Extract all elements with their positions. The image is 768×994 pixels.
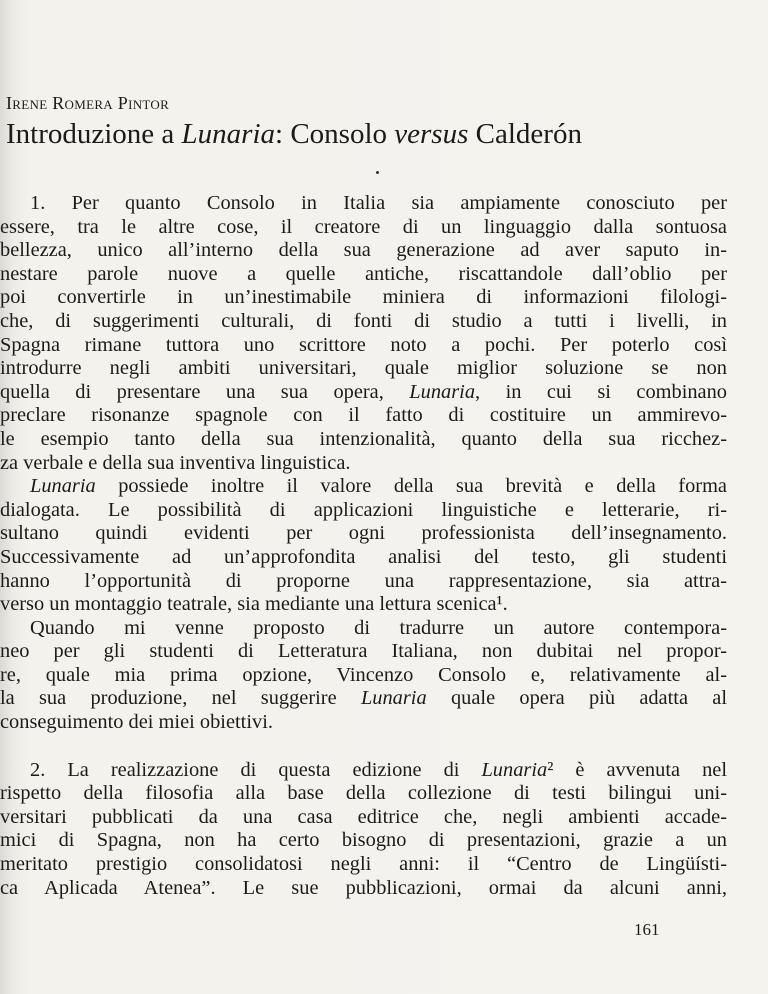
paragraph-line: mici di Spagna, non ha certo bisogno di presentazioni, grazie a un [0, 829, 727, 852]
paragraph-line: poi convertirle in un’inestimabile miniera di informazioni filologi- [0, 286, 727, 309]
paragraph-line: versitari pubblicati da una casa editrice che, negli ambienti accade- [0, 805, 727, 828]
page-number: 161 [634, 920, 660, 939]
paragraph-line: neo per gli studenti di Letteratura Italiana, non dubitai nel propor- [0, 640, 727, 663]
paragraph-line: introdurre negli ambiti universitari, quale miglior soluzione se non [0, 357, 727, 380]
paragraph-line: nestare parole nuove a quelle antiche, riscattandole dall’oblio per [0, 262, 727, 285]
print-speck [376, 171, 379, 174]
paragraph-line: quella di presentare una sua opera, Lunaria, in cui si combinano [0, 380, 727, 403]
paragraph-line: la sua produzione, nel suggerire Lunaria quale opera più adatta al [0, 687, 727, 710]
paragraph-line: meritato prestigio consolidatosi negli anni: il “Centro de Lingüísti- [0, 853, 727, 876]
paragraph-line: preclare risonanze spagnole con il fatto di costituire un ammirevo- [0, 404, 727, 427]
paragraph-line: ca Aplicada Atenea”. Le sue pubblicazioni, ormai da alcuni anni, [0, 876, 727, 899]
title-italic-lunaria: Lunaria [181, 118, 276, 150]
title-italic-versus: versus [394, 118, 469, 150]
body-text [0, 192, 727, 900]
title-part: Introduzione a [6, 118, 182, 150]
title-part: : Consolo [275, 118, 395, 150]
section-gap [0, 735, 727, 759]
paragraph-line: Spagna rimane tuttora uno scrittore noto a pochi. Per poterlo così [0, 333, 727, 356]
paragraph-line: 1. Per quanto Consolo in Italia sia ampiamente conosciuto per [30, 192, 727, 214]
paragraph-line: hanno l’opportunità di proporne una rappresentazione, sia attra- [0, 569, 727, 592]
paragraph-line: Successivamente ad un’approfondita analisi del testo, gli studenti [0, 545, 727, 568]
paragraph-line: 2. La realizzazione di questa edizione di Lunaria² è avvenuta nel [30, 758, 727, 781]
paragraph-line: rispetto della filosofia alla base della collezione di testi bilingui uni- [0, 782, 727, 805]
paragraph-line: Lunaria possiede inoltre il valore della sua brevità e della forma [30, 475, 727, 498]
paragraph-line: bellezza, unico all’interno della sua generazione ad aver saputo in- [0, 239, 727, 262]
paragraph-line: sultano quindi evidenti per ogni professionista dell’insegnamento. [0, 522, 727, 545]
chapter-title [6, 116, 746, 152]
paragraph-line: che, di suggerimenti culturali, di fonti di studio a tutti i livelli, in [0, 309, 727, 332]
paragraph-line: le esempio tanto della sua intenzionalità, quanto della sua ricchez- [0, 427, 727, 450]
paragraph-line: re, quale mia prima opzione, Vincenzo Consolo e, relativamente al- [0, 663, 727, 686]
paragraph-line: Quando mi venne proposto di tradurre un autore contempora- [30, 616, 727, 639]
author-name: Irene Romera Pintor [6, 93, 170, 113]
title-part: Calderón [468, 118, 582, 150]
paragraph-line: verso un montaggio teatrale, sia mediante una lettura scenica¹. [0, 593, 508, 616]
paragraph-line: conseguimento dei miei obiettivi. [0, 711, 273, 734]
paragraph-line: essere, tra le altre cose, il creatore di un linguaggio dalla sontuosa [0, 215, 727, 238]
paragraph-line: za verbale e della sua inventiva linguistica. [0, 451, 351, 474]
paragraph-line: dialogata. Le possibilità di applicazioni linguistiche e letterarie, ri- [0, 498, 727, 521]
